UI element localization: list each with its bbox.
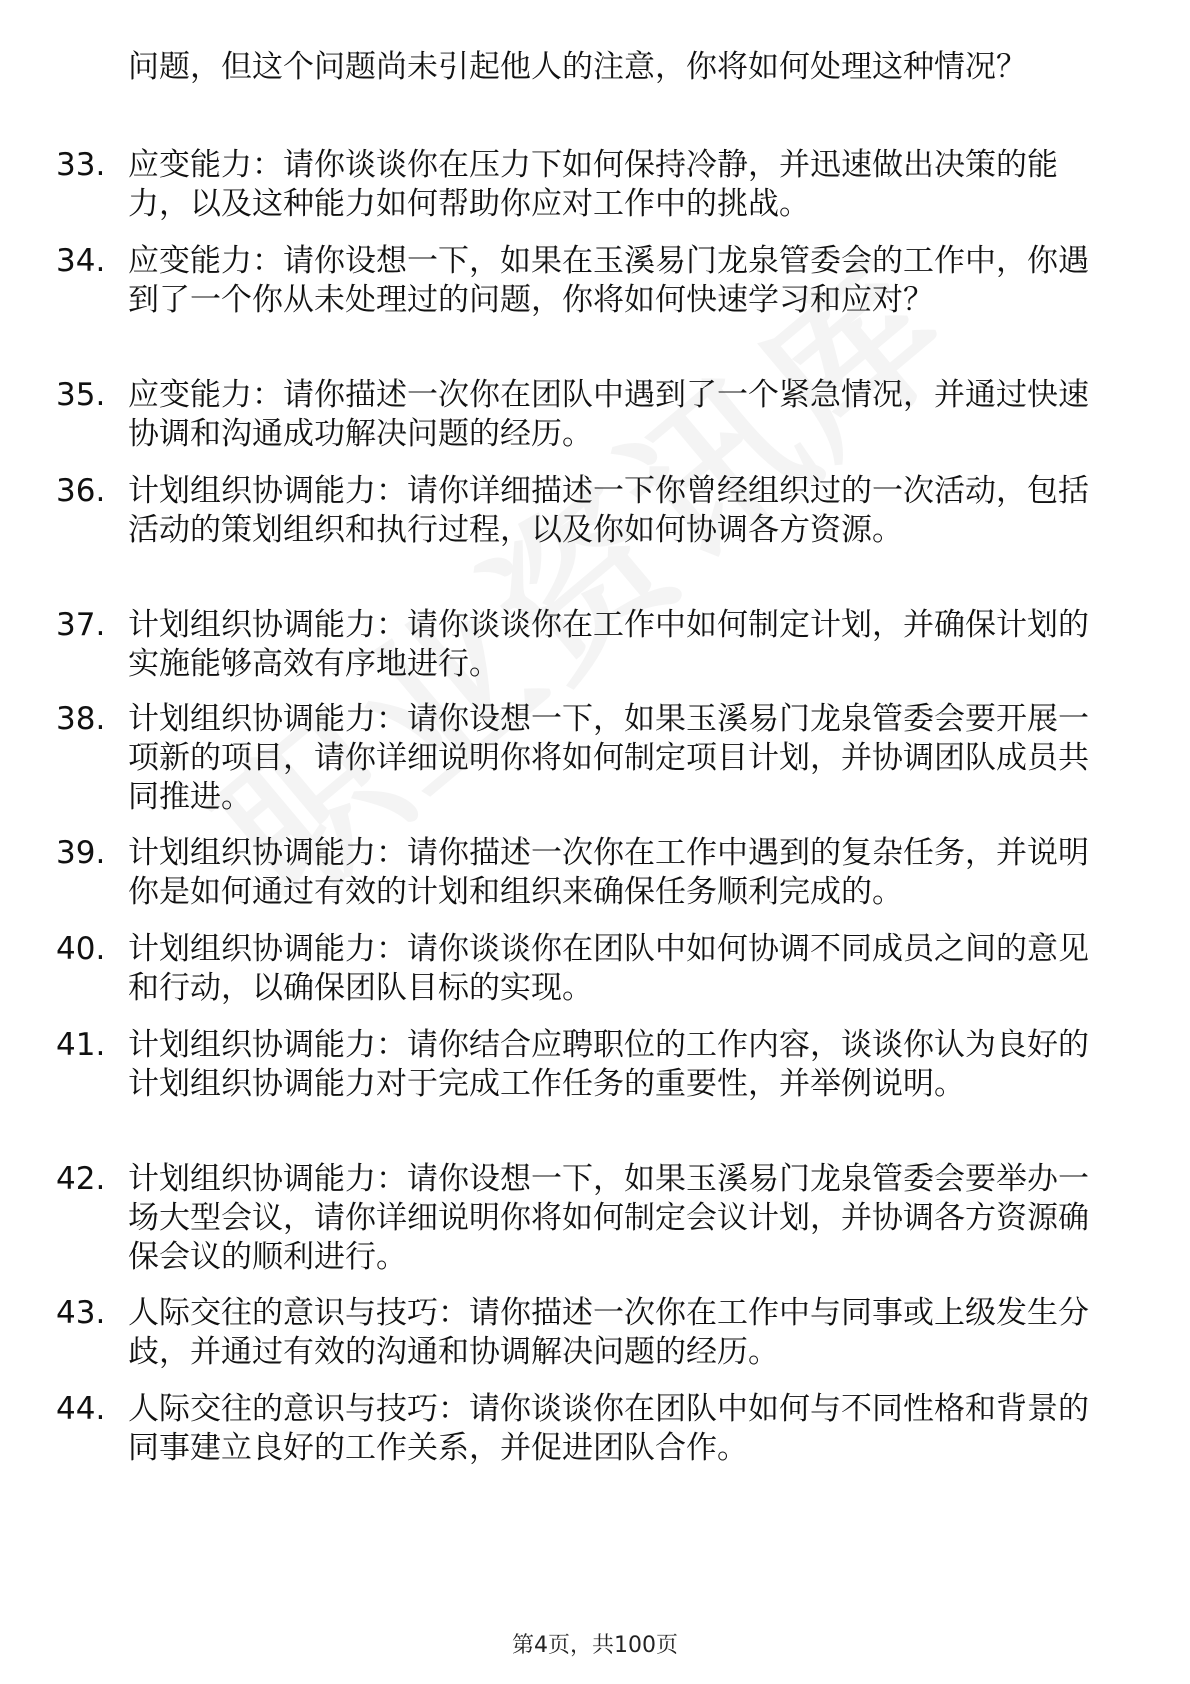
item-text: 计划组织协调能力：请你详细描述一下你曾经组织过的一次活动，包括活动的策划组织和执行过程，以及你如何协调各方资源。 — [128, 473, 1089, 548]
item-number: 43. — [56, 1295, 106, 1331]
item-text: 应变能力：请你设想一下，如果在玉溪易门龙泉管委会的工作中，你遇到了一个你从未处理过的问题，你将如何快速学习和应对？ — [128, 243, 1089, 318]
item-text: 应变能力：请你描述一次你在团队中遇到了一个紧急情况，并通过快速协调和沟通成功解决问题的经历。 — [128, 377, 1089, 452]
item-text: 人际交往的意识与技巧：请你谈谈你在团队中如何与不同性格和背景的同事建立良好的工作关系，并促进团队合作。 — [128, 1391, 1089, 1466]
item-number: 44. — [56, 1391, 106, 1427]
list-item — [56, 1390, 1116, 1468]
list-item — [56, 472, 1116, 550]
continuation-text: 问题，但这个问题尚未引起他人的注意，你将如何处理这种情况？ — [128, 49, 1027, 85]
list-item — [56, 1026, 1116, 1104]
list-item — [56, 930, 1116, 1008]
item-text: 计划组织协调能力：请你描述一次你在工作中遇到的复杂任务，并说明你是如何通过有效的计划和组织来确保任务顺利完成的。 — [128, 835, 1089, 910]
item-text: 应变能力：请你谈谈你在压力下如何保持冷静，并迅速做出决策的能力，以及这种能力如何帮助你应对工作中的挑战。 — [128, 147, 1058, 222]
list-item — [56, 242, 1116, 320]
item-number: 38. — [56, 701, 106, 737]
item-text: 人际交往的意识与技巧：请你描述一次你在工作中与同事或上级发生分歧，并通过有效的沟通和协调解决问题的经历。 — [128, 1295, 1089, 1370]
list-item — [56, 834, 1116, 912]
item-number: 33. — [56, 147, 106, 183]
item-number: 41. — [56, 1027, 106, 1063]
item-number: 35. — [56, 377, 106, 413]
item-text: 计划组织协调能力：请你设想一下，如果玉溪易门龙泉管委会要开展一项新的项目，请你详细说明你将如何制定项目计划，并协调团队成员共同推进。 — [128, 701, 1089, 815]
item-number: 42. — [56, 1161, 106, 1197]
item-number: 34. — [56, 243, 106, 279]
item-number: 40. — [56, 931, 106, 967]
item-text: 计划组织协调能力：请你谈谈你在团队中如何协调不同成员之间的意见和行动，以确保团队目标的实现。 — [128, 931, 1089, 1006]
item-number: 39. — [56, 835, 106, 871]
list-item — [56, 376, 1116, 454]
item-number: 36. — [56, 473, 106, 509]
item-text: 计划组织协调能力：请你设想一下，如果玉溪易门龙泉管委会要举办一场大型会议，请你详细说明你将如何制定会议计划，并协调各方资源确保会议的顺利进行。 — [128, 1161, 1089, 1275]
list-item — [56, 606, 1116, 684]
item-text: 计划组织协调能力：请你结合应聘职位的工作内容，谈谈你认为良好的计划组织协调能力对于完成工作任务的重要性，并举例说明。 — [128, 1027, 1089, 1102]
list-item — [56, 700, 1116, 817]
page-footer: 第4页，共100页 — [512, 1633, 678, 1658]
list-item — [56, 146, 1116, 224]
list-item — [56, 1294, 1116, 1372]
item-number: 37. — [56, 607, 106, 643]
item-text: 计划组织协调能力：请你谈谈你在工作中如何制定计划，并确保计划的实施能够高效有序地进行。 — [128, 607, 1089, 682]
list-item — [56, 1160, 1116, 1277]
